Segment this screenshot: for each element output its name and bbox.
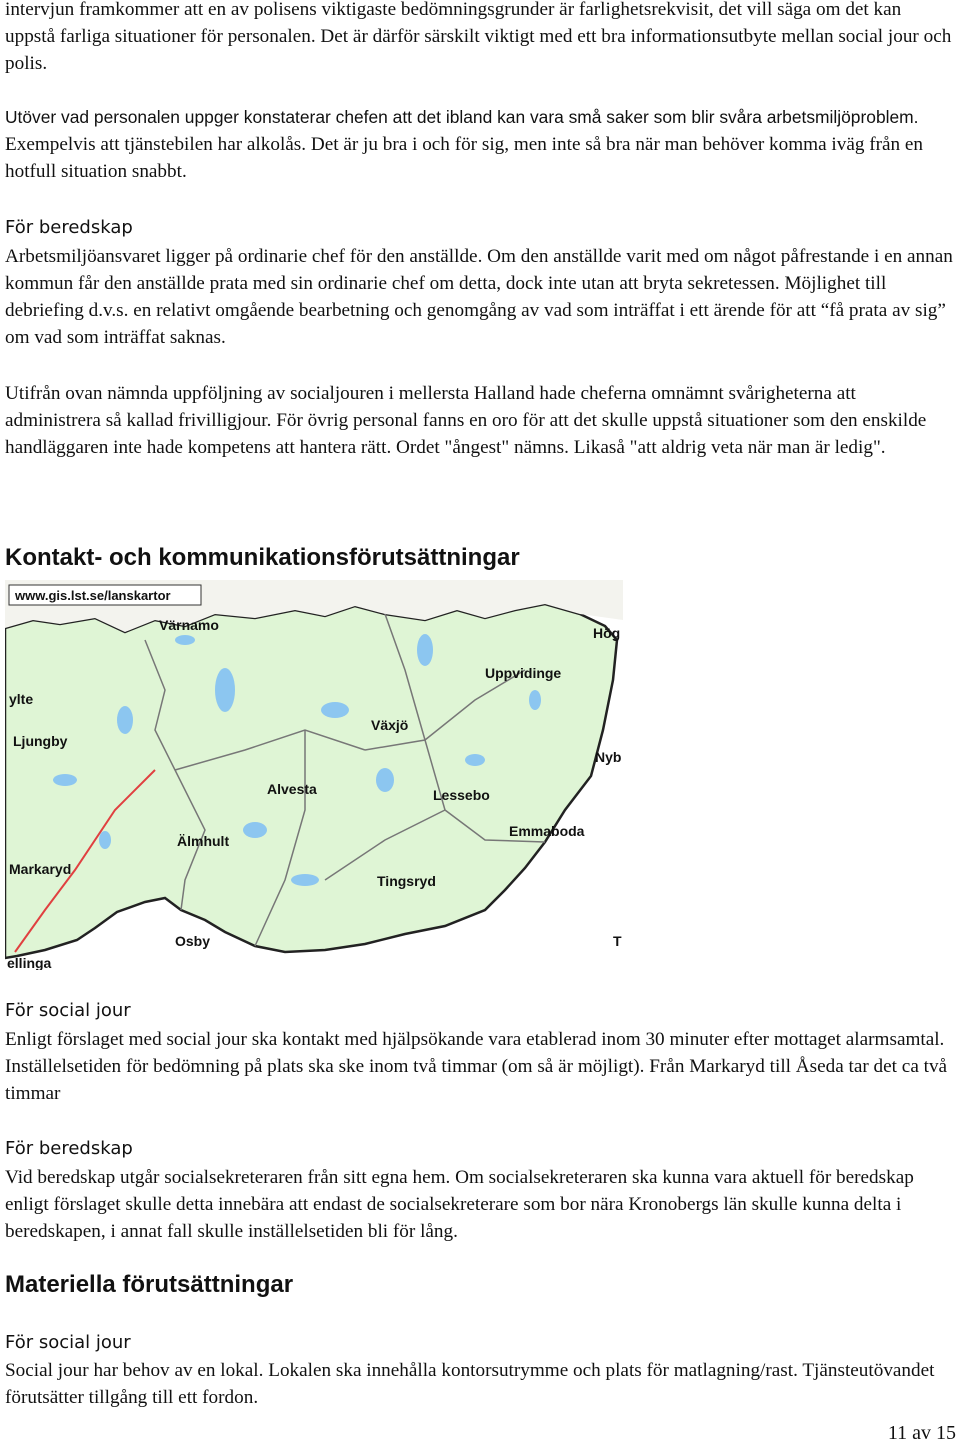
place-almhult: Älmhult (177, 833, 230, 849)
place-osby: Osby (175, 933, 211, 949)
page-number: 11 av 15 (887, 1422, 956, 1444)
place-t: T (613, 933, 622, 949)
social-jour-heading-1: För social jour (5, 1000, 131, 1021)
place-tingsryd: Tingsryd (377, 873, 436, 889)
place-lessebo: Lessebo (433, 787, 490, 803)
place-ljungby: Ljungby (13, 733, 68, 749)
section-title-materiella: Materiella förutsättningar (5, 1271, 294, 1298)
beredskap-text-2: Vid beredskap utgår socialsekreteraren från sitt egna hem. Om socialsekreteraren ska kunna vara aktuell för beredskap enligt förslaget skulle detta innebära att endast de socialsekreterare som bor nära Kronobergs län skulle kunna delta i beredskapen, i annat fall skulle inställelsetiden bli för lång. (5, 1167, 914, 1242)
place-ylte: ylte (9, 691, 34, 707)
map-url-label: www.gis.lst.se/lanskartor (15, 588, 171, 603)
place-ellinga: ellinga (7, 955, 52, 970)
intro-paragraph: intervjun framkommer att en av polisens viktigaste bedömningsgrunder är farlighetsrekvisit, det vill säga om det kan uppstå farliga situationer för personalen. Det är därför särskilt viktigt med ett bra informationsutbyte mellan social jour och polis. (5, 0, 952, 74)
beredskap-text-1: Arbetsmiljöansvaret ligger på ordinarie chef för den anställde. Om den anställde varit med om något påfrestande i en annan kommun får den anställde prata med sin ordinarie chef om detta, dock inte utan att bryta sekretessen. Möjlighet till debriefing d.v.s. en relativt omgående bearbetning och genomgång av vad som inträffat i ett ärende för att “få prata av sig” om vad som inträffat saknas. (5, 246, 953, 348)
uppfoljning-paragraph: Utifrån ovan nämnda uppföljning av socialjouren i mellersta Halland hade cheferna omnämnt svårigheterna att administrera så kallad frivilligjour. För övrig personal fanns en oro för att det skulle uppstå situationer som den enskilde handläggaren inte hade kompetens att hantera rätt. Ordet "ångest" nämns. Likaså "att aldrig veta när man är ledig". (5, 383, 927, 458)
beredskap-heading-2: För beredskap (5, 1138, 133, 1159)
place-nyb: Nyb (595, 749, 622, 765)
county-map (5, 580, 623, 970)
place-hog: Hög (593, 625, 621, 641)
county-map-svg (5, 580, 623, 970)
social-jour-text-2: Social jour har behov av en lokal. Lokalen ska innehålla kontorsutrymme och plats för matlagning/rast. Tjänsteutövandet förutsätter tillgång till ett fordon. (5, 1360, 935, 1408)
place-emmaboda: Emmaboda (509, 823, 585, 839)
place-varnamo: Värnamo (159, 617, 219, 633)
place-markaryd: Markaryd (9, 861, 72, 877)
place-alvesta: Alvesta (267, 781, 317, 797)
intro-paragraph-2 (5, 104, 955, 185)
social-jour-text-1: Enligt förslaget med social jour ska kontakt med hjälpsökande vara etablerad inom 30 minuter efter mottaget alarmsamtal. Inställelsetiden för bedömning på plats ska ske inom två timmar (om så är möjligt). Från Markaryd till Åseda tar det ca två timmar (5, 1029, 948, 1104)
intro-paragraph-2a: Utöver vad personalen uppger konstaterar chefen att det ibland kan vara små saker som blir svåra arbetsmiljöproblem. (5, 107, 919, 127)
beredskap-heading-1: För beredskap (5, 217, 133, 238)
section-title-kontakt: Kontakt- och kommunikationsförutsättningar (5, 544, 520, 571)
place-uppvidinge: Uppvidinge (485, 665, 562, 681)
place-vaxjo: Växjö (371, 717, 409, 733)
intro-paragraph-2b: Exempelvis att tjänstebilen har alkolås. Det är ju bra i och för sig, men inte så bra när man behöver komma iväg från en hotfull situation snabbt. (5, 134, 924, 182)
social-jour-heading-2: För social jour (5, 1332, 131, 1353)
